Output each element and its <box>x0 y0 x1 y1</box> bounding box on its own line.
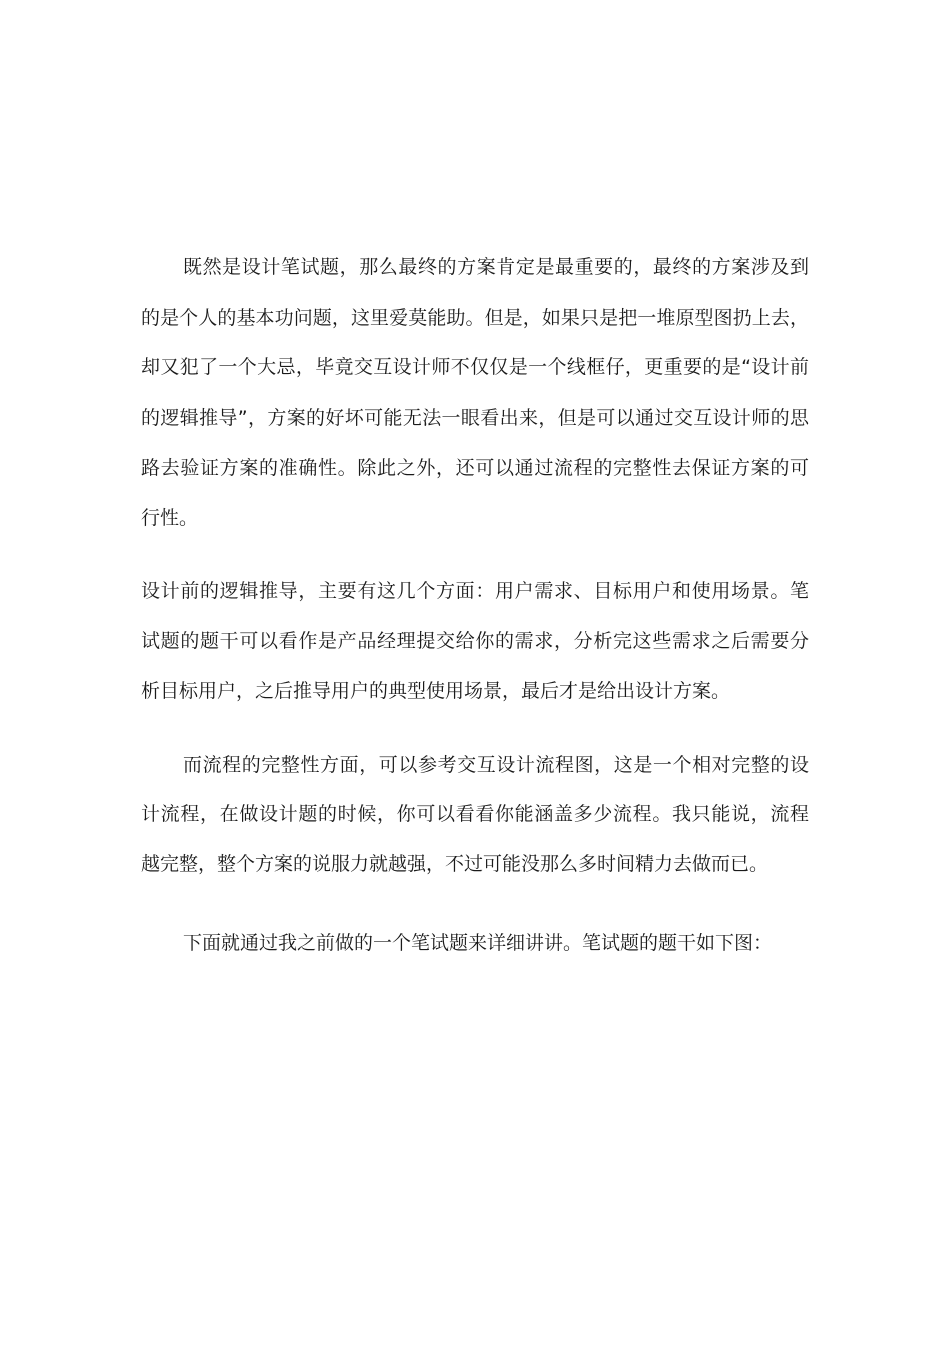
paragraph-1-line-6: 行性。 <box>141 507 199 529</box>
paragraph-1-line-3: 却又犯了一个大忌，毕竟交互设计师不仅仅是一个线框仔，更重要的是“设计前 <box>141 356 809 378</box>
paragraph-2-line-2: 试题的题干可以看作是产品经理提交给你的需求，分析完这些需求之后需要分 <box>141 630 809 652</box>
paragraph-1-line-4: 的逻辑推导”，方案的好坏可能无法一眼看出来，但是可以通过交互设计师的思 <box>141 407 809 429</box>
paragraph-3-line-2: 计流程，在做设计题的时候，你可以看看你能涵盖多少流程。我只能说，流程 <box>141 803 809 825</box>
paragraph-3-line-3: 越完整，整个方案的说服力就越强，不过可能没那么多时间精力去做而已。 <box>141 853 769 875</box>
paragraph-2-line-1: 设计前的逻辑推导，主要有这几个方面：用户需求、目标用户和使用场景。笔 <box>141 580 809 602</box>
paragraph-2-line-3: 析目标用户，之后推导用户的典型使用场景，最后才是给出设计方案。 <box>141 680 731 702</box>
paragraph-1-line-1: 既然是设计笔试题，那么最终的方案肯定是最重要的，最终的方案涉及到 <box>183 256 809 278</box>
paragraph-4-line-1: 下面就通过我之前做的一个笔试题来详细讲讲。笔试题的题干如下图： <box>183 932 773 954</box>
paragraph-1-line-5: 路去验证方案的准确性。除此之外，还可以通过流程的完整性去保证方案的可 <box>141 457 809 479</box>
paragraph-1-line-2: 的是个人的基本功问题，这里爱莫能助。但是，如果只是把一堆原型图扔上去， <box>141 307 809 329</box>
paragraph-3-line-1: 而流程的完整性方面，可以参考交互设计流程图，这是一个相对完整的设 <box>183 754 809 776</box>
